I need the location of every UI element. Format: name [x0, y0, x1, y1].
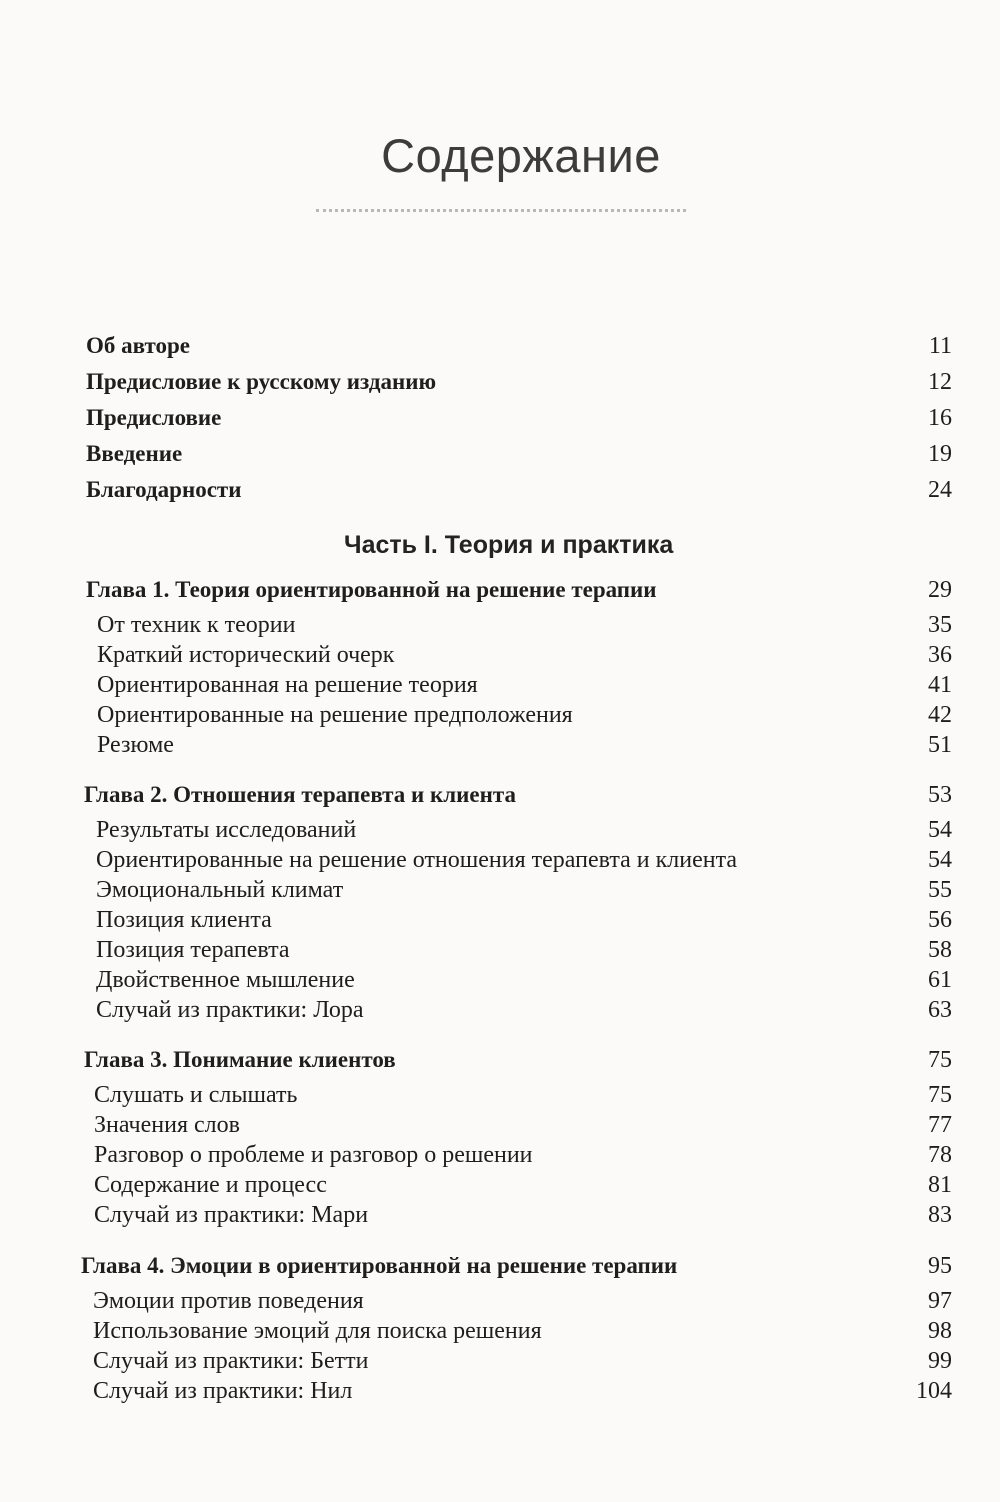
toc-section-label: От техник к теории	[97, 612, 296, 638]
toc-section[interactable]	[0, 642, 1000, 676]
toc-section-page: 58	[928, 937, 952, 963]
toc-entry-label: Об авторе	[86, 333, 190, 358]
toc-section[interactable]	[0, 1172, 1000, 1206]
toc-section-page: 41	[928, 672, 952, 698]
toc-section[interactable]	[0, 1348, 1000, 1382]
toc-section-label: Результаты исследований	[96, 817, 357, 843]
toc-section-label: Использование эмоций для поиска решения	[93, 1318, 542, 1344]
toc-entry-acknowledgements[interactable]	[0, 477, 1000, 511]
toc-section-page: 56	[928, 907, 952, 933]
toc-section-page: 61	[928, 967, 952, 993]
toc-section-label: Слушать и слышать	[94, 1082, 298, 1108]
toc-chapter-1[interactable]	[0, 577, 1000, 611]
toc-entry-introduction[interactable]	[0, 441, 1000, 475]
toc-section-page: 42	[928, 702, 952, 728]
toc-section-label: Разговор о проблеме и разговор о решении	[94, 1142, 533, 1168]
toc-section-page: 81	[928, 1172, 952, 1198]
toc-entry-russian-preface[interactable]	[0, 369, 1000, 403]
toc-section-label: Случай из практики: Лора	[96, 997, 364, 1023]
toc-section[interactable]	[0, 1318, 1000, 1352]
toc-section[interactable]	[0, 1378, 1000, 1412]
toc-section-label: Случай из практики: Мари	[94, 1202, 369, 1228]
toc-entry-about-author[interactable]	[0, 333, 1000, 367]
toc-chapter-page: 95	[928, 1253, 952, 1279]
toc-entry-page: 19	[928, 441, 952, 467]
toc-section-label: Ориентированная на решение теория	[97, 672, 478, 698]
toc-section-page: 83	[928, 1202, 952, 1228]
toc-section-page: 63	[928, 997, 952, 1023]
toc-entry-label: Благодарности	[86, 477, 242, 502]
toc-section[interactable]	[0, 1202, 1000, 1236]
toc-entry-label: Предисловие к русскому изданию	[86, 369, 437, 394]
toc-section[interactable]	[0, 1142, 1000, 1176]
toc-section[interactable]	[0, 937, 1000, 971]
toc-section[interactable]	[0, 967, 1000, 1001]
toc-section-label: Краткий исторический очерк	[97, 642, 395, 668]
toc-section-label: Позиция терапевта	[96, 937, 290, 963]
toc-chapter-page: 53	[928, 782, 952, 808]
toc-chapter-label: Глава 4. Эмоции в ориентированной на решение терапии	[81, 1253, 678, 1278]
toc-entry-page: 24	[928, 477, 952, 503]
toc-section-page: 54	[928, 817, 952, 843]
toc-entry-preface[interactable]	[0, 405, 1000, 439]
toc-section-label: Значения слов	[94, 1112, 240, 1138]
toc-chapter-label: Глава 1. Теория ориентированной на решение терапии	[86, 577, 657, 602]
toc-section[interactable]	[0, 732, 1000, 766]
toc-entry-label: Предисловие	[86, 405, 222, 430]
toc-section-page: 98	[928, 1318, 952, 1344]
toc-section[interactable]	[0, 817, 1000, 851]
toc-section-label: Эмоции против поведения	[93, 1288, 364, 1314]
toc-chapter-4[interactable]	[0, 1253, 1000, 1287]
toc-section[interactable]	[0, 612, 1000, 646]
page-title: Содержание	[381, 129, 661, 182]
toc-section-label: Ориентированные на решение предположения	[97, 702, 573, 728]
toc-section-label: Содержание и процесс	[94, 1172, 327, 1198]
toc-section[interactable]	[0, 672, 1000, 706]
toc-section-page: 77	[928, 1112, 952, 1138]
toc-section-page: 104	[916, 1378, 952, 1404]
toc-section-page: 78	[928, 1142, 952, 1168]
toc-entry-page: 11	[928, 333, 952, 359]
toc-section[interactable]	[0, 1288, 1000, 1322]
toc-section-page: 35	[928, 612, 952, 638]
toc-section[interactable]	[0, 1112, 1000, 1146]
toc-section-label: Эмоциональный климат	[96, 877, 344, 903]
part-heading: Часть I. Теория и практика	[344, 531, 674, 559]
toc-section-page: 36	[928, 642, 952, 668]
toc-section[interactable]	[0, 1082, 1000, 1116]
toc-chapter-page: 75	[928, 1047, 952, 1073]
toc-section[interactable]	[0, 877, 1000, 911]
toc-entry-page: 12	[928, 369, 952, 395]
toc-section[interactable]	[0, 907, 1000, 941]
toc-section-label: Ориентированные на решение отношения терапевта и клиента	[96, 847, 738, 873]
toc-entry-label: Введение	[86, 441, 183, 466]
toc-chapter-label: Глава 2. Отношения терапевта и клиента	[84, 782, 516, 807]
toc-section-label: Двойственное мышление	[96, 967, 355, 993]
toc-chapter-page: 29	[928, 577, 952, 603]
toc-section-page: 55	[928, 877, 952, 903]
toc-section-label: Резюме	[97, 732, 174, 758]
title-divider	[316, 209, 686, 212]
toc-section-page: 97	[928, 1288, 952, 1314]
toc-section-page: 99	[928, 1348, 952, 1374]
toc-section-page: 75	[928, 1082, 952, 1108]
toc-section-page: 54	[928, 847, 952, 873]
toc-chapter-2[interactable]	[0, 782, 1000, 816]
toc-section-label: Случай из практики: Нил	[93, 1378, 353, 1404]
toc-chapter-label: Глава 3. Понимание клиентов	[84, 1047, 396, 1072]
toc-section[interactable]	[0, 997, 1000, 1031]
toc-section[interactable]	[0, 702, 1000, 736]
toc-section-label: Случай из практики: Бетти	[93, 1348, 369, 1374]
toc-entry-page: 16	[928, 405, 952, 431]
toc-section-page: 51	[928, 732, 952, 758]
toc-section-label: Позиция клиента	[96, 907, 272, 933]
toc-section[interactable]	[0, 847, 1000, 881]
toc-chapter-3[interactable]	[0, 1047, 1000, 1081]
